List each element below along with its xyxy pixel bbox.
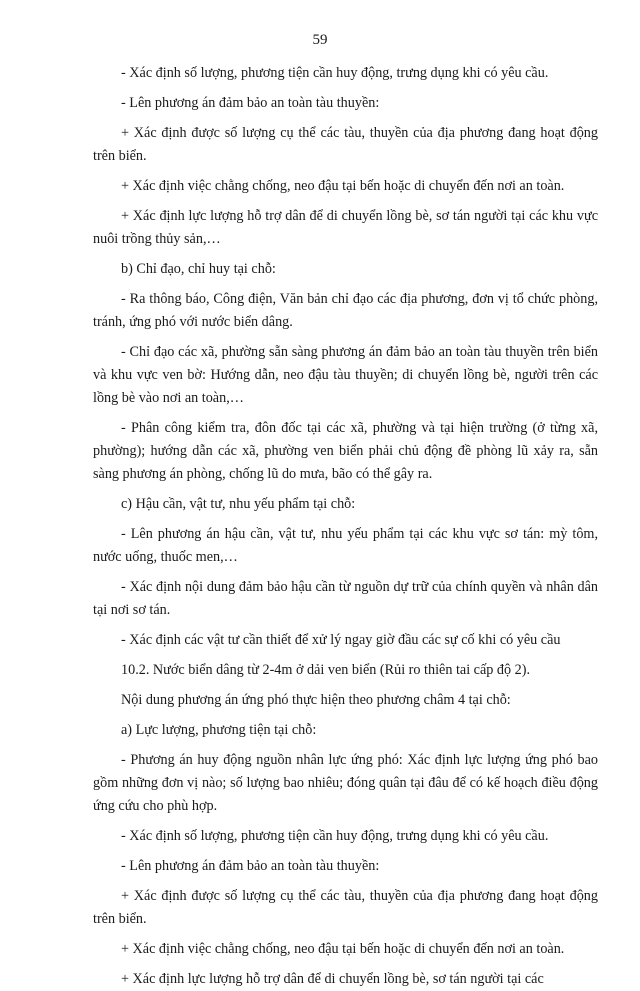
paragraph: - Chỉ đạo các xã, phường sẵn sàng phương án đảm bảo an toàn tàu thuyền trên biển và khu vực ven bờ: Hướng dẫn, neo đậu tàu thuyền; di chuyển lồng bè, người trên các lồng bè vào nơi an toàn,… — [93, 344, 598, 406]
paragraph: + Xác định được số lượng cụ thể các tàu, thuyền của địa phương đang hoạt động trên biển. — [93, 125, 598, 164]
section-heading: b) Chỉ đạo, chỉ huy tại chỗ: — [121, 261, 276, 277]
paragraph: + Xác định lực lượng hỗ trợ dân để di chuyển lồng bè, sơ tán người tại các khu vực nuôi trồng thủy sản,… — [93, 208, 598, 247]
paragraph: - Lên phương án hậu cần, vật tư, nhu yếu phẩm tại các khu vực sơ tán: mỳ tôm, nước uống, thuốc men,… — [93, 526, 598, 565]
paragraph: + Xác định lực lượng hỗ trợ dân để di chuyển lồng bè, sơ tán người tại các — [121, 971, 544, 987]
section-heading: a) Lực lượng, phương tiện tại chỗ: — [121, 722, 317, 738]
document-body — [93, 62, 598, 991]
section-heading: 10.2. Nước biển dâng từ 2-4m ở dải ven biển (Rủi ro thiên tai cấp độ 2). — [121, 662, 531, 678]
paragraph: - Xác định nội dung đảm bảo hậu cần từ nguồn dự trữ của chính quyền và nhân dân tại nơi sơ tán. — [93, 579, 598, 618]
paragraph: - Phương án huy động nguồn nhân lực ứng phó: Xác định lực lượng ứng phó bao gồm những đơn vị nào; số lượng bao nhiêu; đóng quân tại đâu để có kế hoạch điều động ứng cứu cho phù hợp. — [93, 752, 598, 814]
page-number: 59 — [312, 32, 328, 48]
paragraph: - Xác định số lượng, phương tiện cần huy động, trưng dụng khi có yêu cầu. — [121, 65, 549, 81]
paragraph: - Xác định các vật tư cần thiết để xử lý ngay giờ đầu các sự cố khi có yêu cầu — [121, 632, 561, 648]
paragraph: + Xác định được số lượng cụ thể các tàu, thuyền của địa phương đang hoạt động trên biển. — [93, 888, 598, 927]
section-heading: c) Hậu cần, vật tư, nhu yếu phẩm tại chỗ: — [121, 496, 356, 512]
paragraph: - Xác định số lượng, phương tiện cần huy động, trưng dụng khi có yêu cầu. — [121, 828, 549, 844]
paragraph: - Ra thông báo, Công điện, Văn bản chỉ đạo các địa phương, đơn vị tổ chức phòng, tránh, ứng phó với nước biển dâng. — [93, 291, 598, 330]
paragraph: + Xác định việc chằng chống, neo đậu tại bến hoặc di chuyển đến nơi an toàn. — [121, 178, 565, 194]
paragraph: - Lên phương án đảm bảo an toàn tàu thuyền: — [121, 858, 380, 874]
paragraph: + Xác định việc chằng chống, neo đậu tại bến hoặc di chuyển đến nơi an toàn. — [121, 941, 565, 957]
paragraph: - Phân công kiểm tra, đôn đốc tại các xã, phường và tại hiện trường (ở từng xã, phường); hướng dẫn các xã, phường ven biển phải chủ động đề phòng lũ xảy ra, sẵn sàng phương án phòng, chống lũ do mưa, bão có thể gây ra. — [93, 420, 598, 482]
paragraph: - Lên phương án đảm bảo an toàn tàu thuyền: — [121, 95, 380, 111]
paragraph: Nội dung phương án ứng phó thực hiện theo phương châm 4 tại chỗ: — [121, 692, 511, 708]
